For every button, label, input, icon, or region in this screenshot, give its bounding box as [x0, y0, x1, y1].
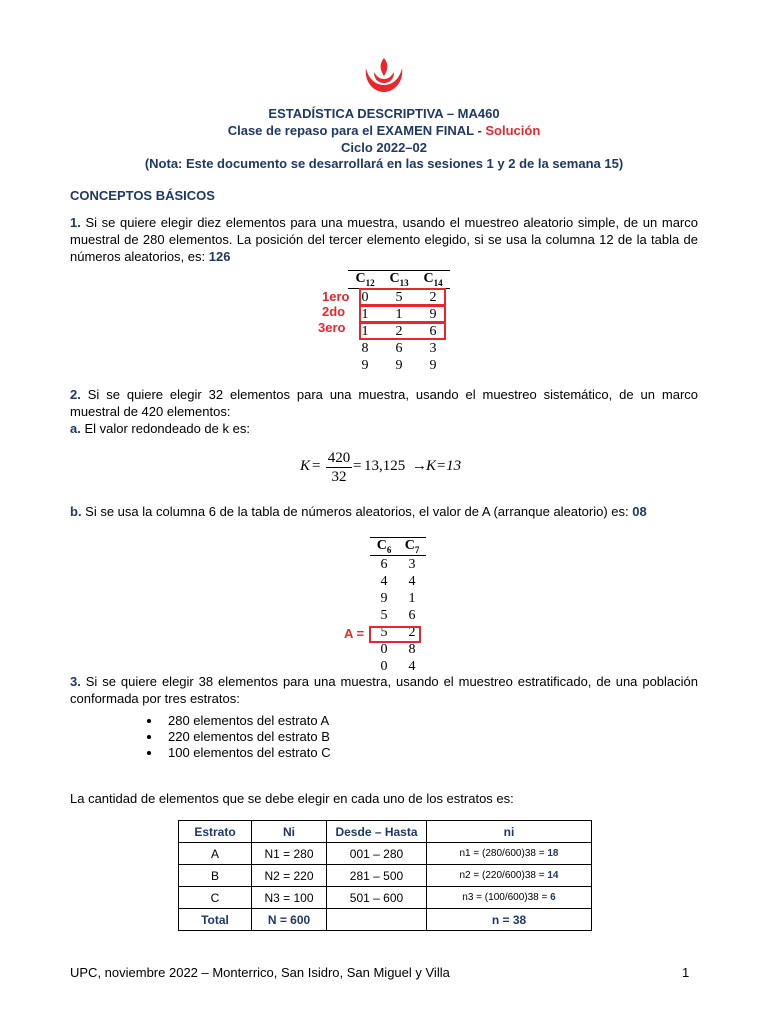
table-row: [348, 357, 450, 374]
question-1-answer: 126: [208, 249, 231, 264]
calc-text: n2 = (220/600)38 =: [459, 870, 548, 881]
table-cell: 6: [408, 607, 416, 623]
cell-ni: N1 = 280: [252, 843, 327, 865]
table-cell: 9: [380, 590, 388, 606]
total-n: n = 38: [427, 909, 592, 931]
cell-estrato: A: [179, 843, 252, 865]
table-header-row: [179, 821, 592, 843]
question-2b: [70, 503, 698, 520]
formula-fraction-bar: [326, 467, 352, 468]
formula-equals-2: =: [353, 458, 362, 474]
subtitle-solution: Solución: [485, 123, 541, 138]
table-row: [370, 641, 426, 658]
footer-text: UPC, noviembre 2022 – Monterrico, San Isidro, San Miguel y Villa: [70, 965, 450, 980]
question-2-text: Si se quiere elegir 32 elementos para una muestra, usando el muestreo sistemático, de un marco muestral de 420 elementos:: [70, 387, 698, 419]
table-cell: 0: [380, 641, 388, 657]
cell-ni: N2 = 220: [252, 865, 327, 887]
table-cell: 5: [380, 607, 388, 623]
random-table-2: [370, 537, 426, 675]
column-header: $C_{13}$: [382, 270, 416, 289]
calc-text: n3 = (100/600)38 =: [462, 892, 551, 903]
highlight-row-1: [359, 288, 446, 306]
total-N: N = 600: [252, 909, 327, 931]
total-label: Total: [179, 909, 252, 931]
question-3-text: Si se quiere elegir 38 elementos para una muestra, usando el muestreo estratificado, de una población conformada por tres estratos:: [70, 674, 698, 706]
question-3-lead: La cantidad de elementos que se debe elegir en cada uno de los estratos es:: [70, 791, 514, 806]
calc-text: n1 = (280/600)38 =: [459, 848, 548, 859]
formula-rounded: K=13: [426, 458, 462, 474]
calc-result: 18: [547, 848, 559, 859]
highlight-row-2: [359, 305, 446, 323]
col-desde-hasta: Desde – Hasta: [327, 821, 427, 843]
table-cell: 0: [361, 289, 369, 305]
highlight-row-a: [369, 626, 421, 643]
table-cell: 6: [429, 323, 437, 339]
calc-result: 14: [547, 870, 559, 881]
table-cell: 9: [429, 357, 437, 373]
table-cell: 5: [380, 624, 388, 640]
table-cell: 6: [380, 556, 388, 572]
table-cell: 2: [408, 624, 416, 640]
table-cell: 9: [361, 357, 369, 373]
question-2b-text: Si se usa la columna 6 de la tabla de números aleatorios, el valor de A (arranque aleatorio) es:: [81, 504, 633, 519]
table-header-row: [348, 270, 450, 289]
list-item: • 280 elementos del estrato A: [162, 713, 331, 729]
list-item: • 220 elementos del estrato B: [162, 729, 331, 745]
cell-rango: 281 – 500: [327, 865, 427, 887]
table-cell: 2: [429, 289, 437, 305]
table-cell: 1: [361, 306, 369, 322]
formula-result: 13,125: [364, 458, 406, 474]
question-3-number: 3.: [70, 674, 81, 689]
cell-estrato: C: [179, 887, 252, 909]
col-estrato: Estrato: [179, 821, 252, 843]
question-2b-letter: b.: [70, 504, 82, 519]
column-header: $C_6$: [370, 537, 398, 556]
table-cell: 1: [408, 590, 416, 606]
table-row: [179, 887, 592, 909]
table-row: [370, 573, 426, 590]
stratified-table: [178, 820, 592, 931]
table-row: [179, 865, 592, 887]
table-row: [348, 340, 450, 357]
table-total-row: [179, 909, 592, 931]
cell-ni: N3 = 100: [252, 887, 327, 909]
table-cell: 8: [408, 641, 416, 657]
column-header: $C_7$: [398, 537, 426, 556]
table-row: [370, 590, 426, 607]
column-header: $C_{14}$: [416, 270, 450, 289]
table-cell: 4: [408, 573, 416, 589]
table-row: [370, 607, 426, 624]
column-header: $C_{12}$: [348, 270, 382, 289]
subtitle-text: Clase de repaso para el EXAMEN FINAL -: [227, 123, 486, 138]
table-cell: 6: [395, 340, 403, 356]
question-1-number: 1.: [70, 215, 81, 230]
col-ni: Ni: [252, 821, 327, 843]
label-1ero: 1ero: [322, 289, 350, 304]
question-1-text: Si se quiere elegir diez elementos para una muestra, usando el muestreo aleatorio simple, de un marco muestral de 280 elementos. La posición del tercer elemento elegido, si se usa la columna 12 de la tabla de números aleatorios, es:: [70, 215, 698, 264]
label-3ero: 3ero: [318, 320, 346, 335]
section-title: CONCEPTOS BÁSICOS: [70, 188, 215, 203]
table-top-rule: [348, 270, 450, 271]
question-2a-text: El valor redondeado de k es:: [80, 421, 250, 436]
question-1: [70, 214, 698, 265]
question-2a-letter: a.: [70, 421, 81, 436]
table-header-row: [370, 537, 426, 556]
formula-equals: =: [312, 458, 321, 474]
question-2-number: 2.: [70, 387, 81, 402]
question-3: [70, 673, 698, 707]
list-item: • 100 elementos del estrato C: [162, 745, 331, 761]
table-cell: 9: [395, 357, 403, 373]
document-cycle: Ciclo 2022–02: [340, 140, 427, 155]
cell-estrato: B: [179, 865, 252, 887]
col-ni-sample: ni: [427, 821, 592, 843]
document-title: ESTADÍSTICA DESCRIPTIVA – MA460: [268, 106, 500, 121]
table-cell: 1: [395, 306, 403, 322]
label-a-equals: A =: [344, 626, 365, 641]
question-2b-answer: 08: [632, 504, 647, 519]
cell-calc: [427, 865, 592, 887]
formula-denominator: 32: [331, 469, 347, 485]
strata-list: [140, 713, 331, 761]
table-cell: 4: [380, 573, 388, 589]
document-subtitle: [0, 123, 768, 138]
total-rango: [327, 909, 427, 931]
cell-rango: 501 – 600: [327, 887, 427, 909]
cell-calc: [427, 843, 592, 865]
page-number: 1: [682, 965, 690, 980]
random-number-table-c6-c7: [370, 537, 426, 675]
calc-result: 6: [550, 892, 556, 903]
upc-logo: [360, 56, 408, 96]
formula-numerator: 420: [327, 450, 351, 466]
table-cell: 3: [408, 556, 416, 572]
document-note: (Nota: Este documento se desarrollará en las sesiones 1 y 2 de la semana 15): [144, 156, 624, 171]
question-2a: [70, 420, 698, 437]
table-cell: 2: [395, 323, 403, 339]
table-cell: 1: [361, 323, 369, 339]
highlight-row-3: [359, 322, 446, 340]
table-cell: 9: [429, 306, 437, 322]
table-cell: 5: [395, 289, 403, 305]
table-row: [179, 843, 592, 865]
table-row: [370, 556, 426, 574]
cell-rango: 001 – 280: [327, 843, 427, 865]
table-cell: 0: [380, 658, 388, 674]
table-top-rule-2: [370, 537, 426, 538]
table-cell: 8: [361, 340, 369, 356]
formula-k: K: [300, 458, 311, 474]
table-cell: 4: [408, 658, 416, 674]
label-2do: 2do: [322, 304, 346, 319]
table-cell: 3: [429, 340, 437, 356]
question-2: [70, 386, 698, 420]
formula-arrow: →: [412, 458, 427, 474]
cell-calc: [427, 887, 592, 909]
